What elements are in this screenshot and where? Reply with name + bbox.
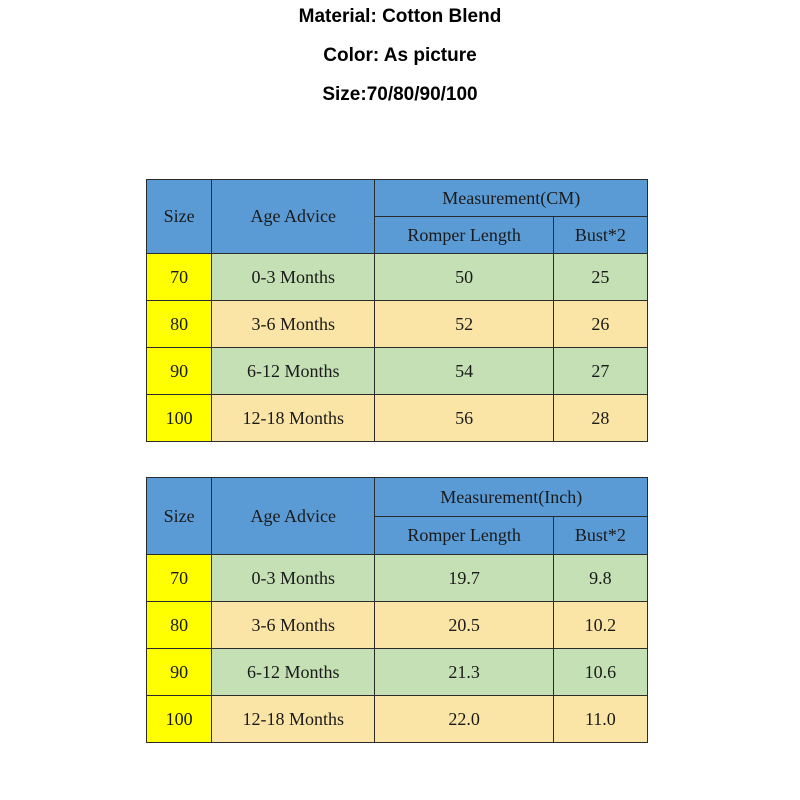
- size-cell: 90: [147, 348, 212, 395]
- table-row: [147, 555, 648, 602]
- length-cell: 52: [375, 301, 553, 348]
- header-row: [147, 180, 648, 217]
- length-cell: 56: [375, 395, 553, 442]
- age-cell: 3-6 Months: [212, 301, 375, 348]
- age-cell: 0-3 Months: [212, 254, 375, 301]
- age-cell: 3-6 Months: [212, 602, 375, 649]
- size-chart-inch: [146, 477, 648, 743]
- age-advice-header: Age Advice: [212, 478, 375, 555]
- measurement-header: Measurement(CM): [375, 180, 648, 217]
- size-chart-cm: [146, 179, 648, 442]
- size-cell: 70: [147, 254, 212, 301]
- material-line: Material: Cotton Blend: [298, 6, 502, 27]
- table-row: [147, 696, 648, 743]
- length-cell: 19.7: [375, 555, 553, 602]
- romper-length-header: Romper Length: [375, 517, 553, 555]
- bust-cell: 11.0: [553, 696, 647, 743]
- bust-cell: 27: [553, 348, 647, 395]
- age-cell: 6-12 Months: [212, 348, 375, 395]
- length-cell: 54: [375, 348, 553, 395]
- romper-length-header: Romper Length: [375, 217, 553, 254]
- size-header: Size: [147, 180, 212, 254]
- age-cell: 6-12 Months: [212, 649, 375, 696]
- size-cell: 100: [147, 395, 212, 442]
- bust-cell: 28: [553, 395, 647, 442]
- size-cell: 70: [147, 555, 212, 602]
- table-row: [147, 602, 648, 649]
- age-cell: 12-18 Months: [212, 696, 375, 743]
- length-cell: 21.3: [375, 649, 553, 696]
- table-row: [147, 649, 648, 696]
- bust-header: Bust*2: [553, 517, 647, 555]
- age-advice-header: Age Advice: [212, 180, 375, 254]
- header-row: [147, 478, 648, 517]
- bust-cell: 10.2: [553, 602, 647, 649]
- bust-cell: 10.6: [553, 649, 647, 696]
- age-cell: 12-18 Months: [212, 395, 375, 442]
- length-cell: 20.5: [375, 602, 553, 649]
- age-cell: 0-3 Months: [212, 555, 375, 602]
- length-cell: 22.0: [375, 696, 553, 743]
- length-cell: 50: [375, 254, 553, 301]
- bust-cell: 26: [553, 301, 647, 348]
- size-cell: 80: [147, 301, 212, 348]
- table-row: [147, 254, 648, 301]
- size-cell: 80: [147, 602, 212, 649]
- size-header: Size: [147, 478, 212, 555]
- size-line: Size:70/80/90/100: [322, 84, 478, 105]
- size-cell: 90: [147, 649, 212, 696]
- color-line: Color: As picture: [323, 45, 477, 66]
- table-row: [147, 301, 648, 348]
- measurement-header: Measurement(Inch): [375, 478, 648, 517]
- bust-cell: 9.8: [553, 555, 647, 602]
- bust-header: Bust*2: [553, 217, 647, 254]
- size-cell: 100: [147, 696, 212, 743]
- table-row: [147, 395, 648, 442]
- bust-cell: 25: [553, 254, 647, 301]
- table-row: [147, 348, 648, 395]
